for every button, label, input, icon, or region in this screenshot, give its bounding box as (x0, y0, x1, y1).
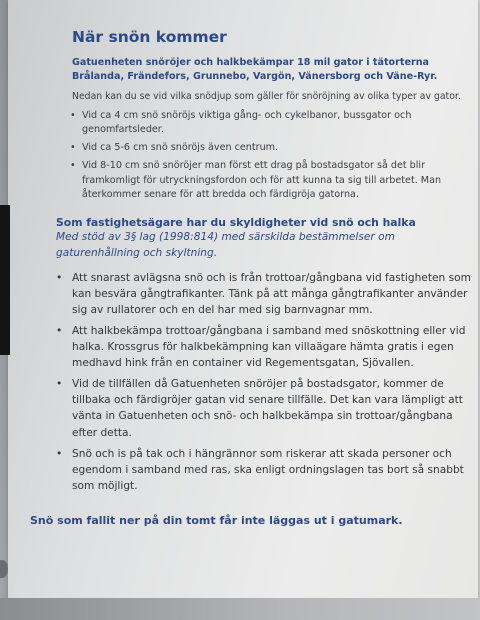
footer-note: Snö som fallit ner på din tomt får inte läggas ut i gatumark. (30, 513, 403, 527)
snow-depth-list (48, 109, 478, 202)
list-item: • Vid 8-10 cm snö snöröjer man först ett drag på bostadsgator så det blir framkomligt för utryckningsfordon och för att kunna ta sig till arbetet. Man återkommer senare för att bredda och färdigröja gatorna. (48, 159, 478, 202)
page-title: När snön kommer (72, 28, 227, 46)
table-surface (0, 598, 480, 620)
intro-paragraph: Nedan kan du se vid vilka snödjup som gäller för snöröjning av olika typer av gator. (72, 90, 461, 102)
binder-tab (0, 205, 10, 355)
list-item: • Vid ca 4 cm snö snöröjs viktiga gång- och cykelbanor, bussgator och genomfartsleder. (48, 109, 478, 137)
list-item: • Snö och is på tak och i hängrännor som riskerar att skada personer och egendom i samband med ras, ska enligt ordningslagen tas bort så snabbt som möjligt. (48, 446, 478, 494)
list-item: • Vid de tillfällen då Gatuenheten snöröjer på bostadsgator, kommer de tillbaka och färdigröjer gatan vid senare tillfälle. Det kan vara lämpligt att vänta in Gatuenheten och snö- och halkbekämpa sin trottoar/gångbana efter detta. (48, 376, 478, 440)
owner-duties-list (48, 270, 478, 494)
section-subtitle: Med stöd av 3§ lag (1998:814) med särskilda bestämmelser om gaturenhållning och skyltning. (56, 230, 395, 259)
section-heading: Som fastighetsägare har du skyldigheter vid snö och halka (56, 215, 416, 229)
document-content (30, 28, 478, 527)
list-item: • Vid ca 5-6 cm snö snöröjs även centrum. (48, 141, 478, 155)
list-item: • Att snarast avlägsna snö och is från trottoar/gångbana vid fastigheten som kan besvära gångtrafikanter. Tänk på att många gångtrafikanter använder sig av rullatorer och en del har med sig barnvagnar mm. (48, 270, 478, 318)
document-page (8, 0, 478, 600)
lead-paragraph: Gatuenheten snöröjer och halkbekämpar 18 mil gator i tätorterna Brålanda, Frändefors, Grunnebo, Vargön, Vänersborg och Väne-Ryr. (72, 57, 438, 82)
punch-hole (0, 560, 8, 578)
list-item: • Att halkbekämpa trottoar/gångbana i samband med snöskottning eller vid halka. Krossgrus för halkbekämpning kan villaägare hämta gratis i egen medhavd hink från en container vid Regementsgatan, Sjövallen. (48, 323, 478, 371)
